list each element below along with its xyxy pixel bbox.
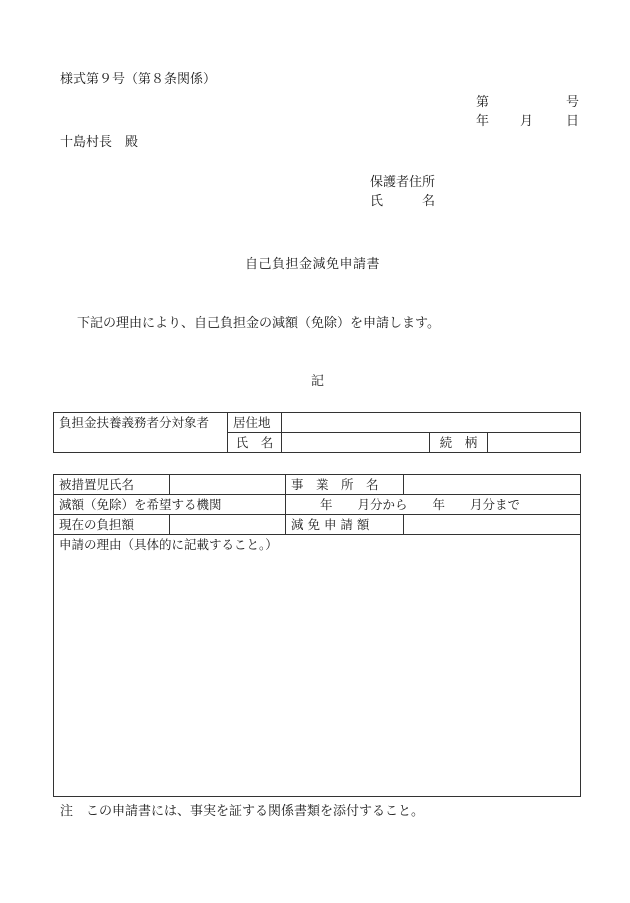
current-burden-label: 現在の負担額 (54, 515, 170, 535)
ki-heading: 記 (311, 374, 325, 389)
supporter-label: 負担金扶養義務者分対象者 (54, 413, 228, 453)
date-year: 年 (476, 114, 490, 129)
body-text: 下記の理由により、自己負担金の減額（免除）を申請します。 (77, 316, 440, 331)
residence-field[interactable] (282, 413, 581, 433)
supporter-table (53, 412, 581, 453)
addressee: 十島村長 殿 (60, 135, 139, 150)
applicant-name-label: 氏 名 (370, 194, 436, 209)
date-month: 月 (520, 114, 534, 129)
form-number: 様式第９号（第８条関係） (60, 72, 217, 87)
facility-label: 事 業 所 名 (286, 475, 404, 495)
relation-field[interactable] (488, 433, 581, 453)
request-amount-label: 減 免 申 請 額 (286, 515, 404, 535)
name-field[interactable] (282, 433, 430, 453)
application-table (53, 474, 581, 797)
reason-label: 申請の理由（具体的に記載すること。） (59, 537, 278, 552)
name-label: 氏 名 (228, 433, 282, 453)
request-amount-field[interactable] (404, 515, 581, 535)
current-burden-field[interactable] (170, 515, 286, 535)
applicant-address-label: 保護者住所 (370, 175, 436, 190)
relation-label: 続 柄 (430, 433, 488, 453)
document-title: 自己負担金減免申請書 (245, 257, 381, 272)
note: 注 この申請書には、事実を証する関係書類を添付すること。 (60, 804, 425, 819)
date-day: 日 (566, 114, 580, 129)
doc-number-dai: 第 (476, 95, 490, 110)
child-name-field[interactable] (170, 475, 286, 495)
period-field[interactable]: 年 月分から 年 月分まで (286, 495, 581, 515)
period-label: 減額（免除）を希望する機関 (54, 495, 286, 515)
reason-field[interactable] (54, 535, 581, 797)
doc-number-go: 号 (566, 95, 580, 110)
facility-field[interactable] (404, 475, 581, 495)
residence-label: 居住地 (228, 413, 282, 433)
child-name-label: 被措置児氏名 (54, 475, 170, 495)
